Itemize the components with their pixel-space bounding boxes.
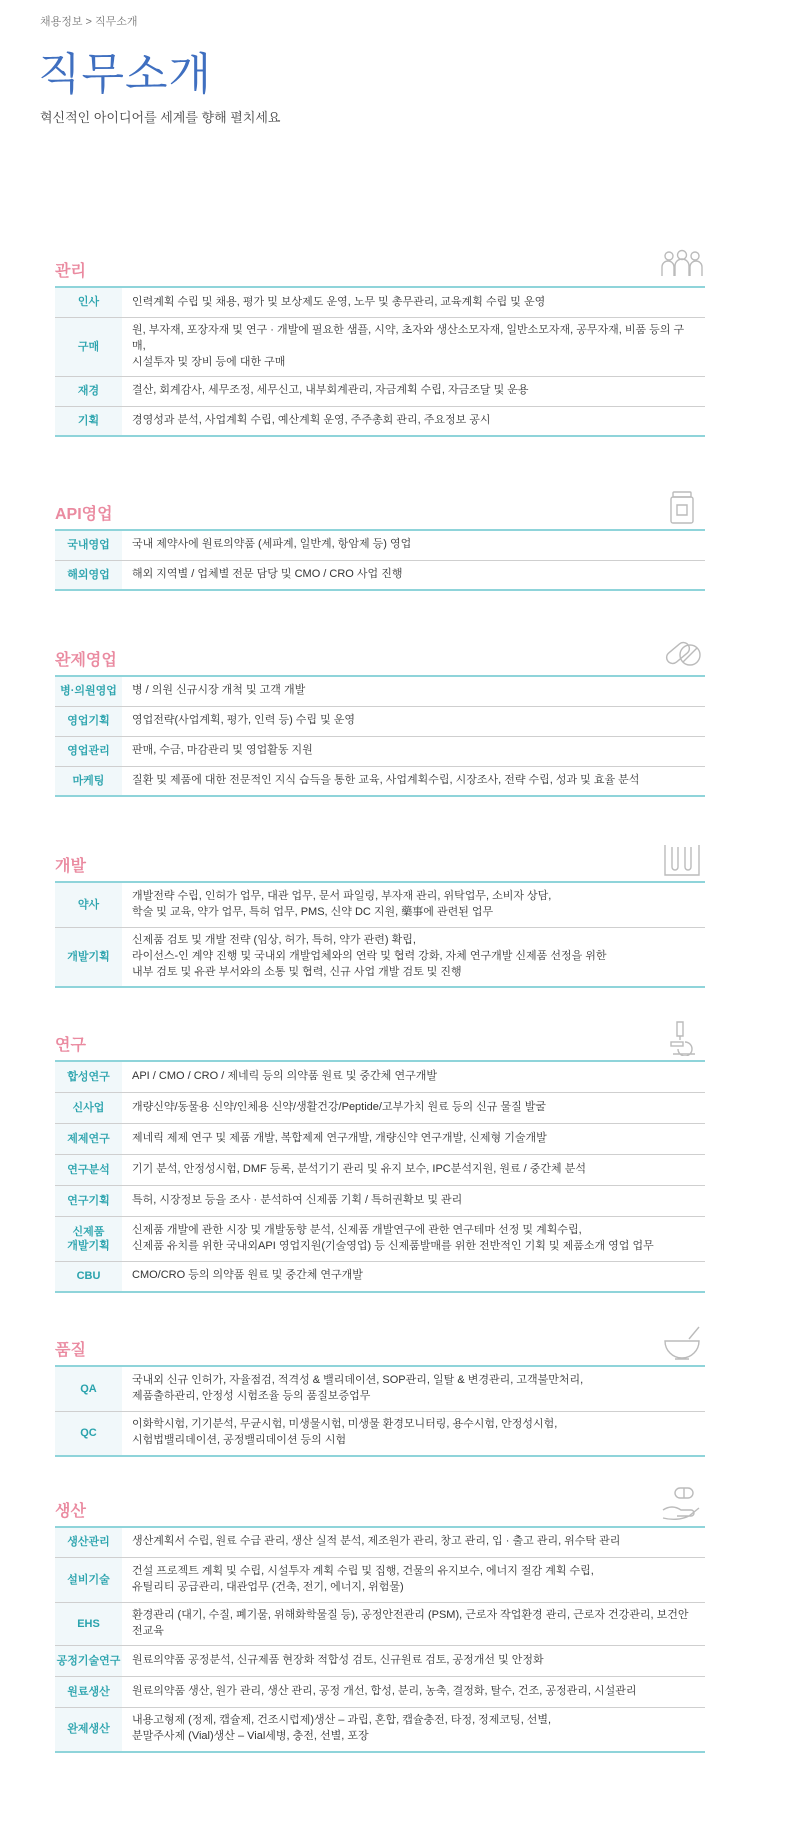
breadcrumb-separator: > [85,16,92,28]
table-row [55,767,705,797]
job-label: 기획 [55,407,122,435]
table-row [55,1367,705,1412]
section-3 [55,847,705,988]
section-header [55,1026,705,1062]
section-title: 품질 [55,1341,86,1359]
section-title: 관리 [55,263,86,280]
section-header [55,1492,705,1528]
job-description: 이화학시험, 기기분석, 무균시험, 미생물시험, 미생물 환경모니터링, 용수시험, 안정성시험, 시험법밸리데이션, 공정밸리데이션 등의 시험 [132,1418,558,1447]
job-description: CMO/CRO 등의 의약품 원료 및 중간체 연구개발 [132,1269,363,1282]
container-icon [659,489,705,525]
table-row [55,707,705,737]
job-label: 완제생산 [55,1708,122,1751]
job-description: 국내외 신규 인허가, 자율점검, 적격성 & 밸리데이션, SOP관리, 일탈 & 변경관리, 고객불만처리, 제품출하관리, 안정성 시험조율 등의 품질보증업무 [132,1373,584,1402]
section-title: API영업 [55,505,113,523]
job-label: 제제연구 [55,1124,122,1154]
table-row [55,561,705,591]
table-row [55,677,705,707]
job-description: 질환 및 제품에 대한 전문적인 지식 습득을 통한 교육, 사업계획수립, 시장조사, 전략 수립, 성과 및 효율 분석 [132,773,640,786]
job-description: 특허, 시장정보 등을 조사 · 분석하여 신제품 기획 / 특허권확보 및 관리 [132,1193,463,1206]
section-4 [55,1026,705,1293]
table-row [55,1062,705,1093]
section-title: 개발 [55,857,86,875]
job-label: 인사 [55,288,122,317]
job-label: 신사업 [55,1093,122,1123]
table-row [55,1708,705,1753]
job-label: EHS [55,1603,122,1645]
job-description: 생산계획서 수립, 원료 수급 관리, 생산 실적 분석, 제조원가 관리, 창고 관리, 입 · 출고 관리, 위수탁 관리 [132,1535,621,1548]
job-description: 원료의약품 생산, 원가 관리, 생산 관리, 공정 개선, 합성, 분리, 농축, 결정화, 탈수, 건조, 공정관리, 시설관리 [132,1684,637,1697]
job-description: 신제품 개발에 관한 시장 및 개발동향 분석, 신제품 개발연구에 관한 연구테마 선정 및 계획수립, 신제품 유치를 위한 국내외API 영업지원(기술영업) 등 신제품발매를 위한 전반적인 기획 및 제품소개 영업 업무 [132,1223,654,1252]
table-row [55,883,705,928]
job-label: 재경 [55,377,122,406]
job-label: 원료생산 [55,1677,122,1707]
job-table [55,531,705,591]
job-table [55,1367,705,1457]
job-description: 개량신약/동물용 신약/인체용 신약/생활건강/Peptide/고부가치 원료 등의 신규 물질 발굴 [132,1100,547,1113]
table-row [55,1124,705,1155]
page-subtitle: 혁신적인 아이디어를 세계를 향해 펼치세요 [40,110,281,125]
pill-icon [659,635,705,671]
job-table [55,883,705,988]
table-row [55,1558,705,1603]
job-label: 마케팅 [55,767,122,795]
section-1 [55,495,705,591]
table-row [55,1646,705,1677]
section-0 [55,252,705,437]
breadcrumb-item-current: 직무소개 [94,16,138,28]
table-row [55,1217,705,1262]
job-description: 경영성과 분석, 사업계획 수립, 예산계획 운영, 주주총회 관리, 주요정보 공시 [132,413,491,426]
table-row [55,928,705,988]
job-label: 영업기획 [55,707,122,736]
section-header [55,847,705,883]
job-label: 약사 [55,883,122,927]
job-label: 생산관리 [55,1528,122,1557]
table-row [55,1677,705,1708]
job-label: 국내영업 [55,531,122,560]
job-sections [55,252,705,1753]
section-header [55,1331,705,1367]
job-description: 원료의약품 공정분석, 신규제품 현장화 적합성 검토, 신규원료 검토, 공정개선 및 안정화 [132,1653,544,1666]
job-label: 합성연구 [55,1062,122,1092]
job-description: 영업전략(사업계획, 평가, 인력 등) 수립 및 운영 [132,714,356,727]
job-table [55,1062,705,1293]
job-label: QA [55,1367,122,1411]
section-header [55,641,705,677]
people-icon [659,246,705,282]
section-6 [55,1492,705,1753]
section-title: 생산 [55,1502,86,1520]
job-label: 연구분석 [55,1155,122,1185]
job-description: 환경관리 (대기, 수질, 폐기물, 위해화학물질 등), 공정안전관리 (PSM), 근로자 작업환경 관리, 근로자 건강관리, 보건안전교육 [132,1608,689,1637]
job-label: 해외영업 [55,561,122,589]
job-description: 신제품 검토 및 개발 전략 (임상, 허가, 특허, 약가 관련) 확립, 라이선스-인 계약 진행 및 국내외 개발업체와의 연락 및 협력 강화, 자체 연구개발 신제품 선정을 위한 내부 검토 및 유관 부서와의 소통 및 협력, 신규 사업 개발 검토 및 진행 [132,933,607,978]
mortar-icon [659,1325,705,1361]
section-title: 완제영업 [55,651,117,669]
job-label: 병·의원영업 [55,677,122,706]
section-5 [55,1331,705,1457]
job-description: 개발전략 수립, 인허가 업무, 대관 업무, 문서 파일링, 부자재 관리, 위탁업무, 소비자 상담, 학술 및 교육, 약가 업무, 특허 업무, PMS, 신약 DC 지원, 藥事에 관련된 업무 [132,889,552,918]
microscope-icon [659,1020,705,1056]
table-row [55,407,705,437]
table-row [55,288,705,318]
breadcrumb [40,13,137,29]
table-row [55,1262,705,1293]
job-label: 신제품 개발기획 [55,1217,122,1261]
job-table [55,1528,705,1753]
job-label: 구매 [55,318,122,376]
job-description: 제네릭 제제 연구 및 제품 개발, 복합제제 연구개발, 개량신약 연구개발, 신제형 기술개발 [132,1131,547,1144]
table-row [55,1155,705,1186]
table-row [55,531,705,561]
job-description: 내용고형제 (정제, 캡슐제, 건조시럽제)생산 – 과립, 혼합, 캡슐충전, 타정, 정제코팅, 선별, 분말주사제 (Vial)생산 – Vial세병, 충전, 선별, 포장 [132,1714,552,1743]
hand-capsule-icon [659,1486,705,1522]
job-description: 국내 제약사에 원료의약품 (세파계, 일반계, 항암제 등) 영업 [132,538,412,551]
job-label: 연구기획 [55,1186,122,1216]
job-table [55,677,705,797]
job-label: 설비기술 [55,1558,122,1602]
job-label: QC [55,1412,122,1455]
test-tubes-icon [659,841,705,877]
job-description: 결산, 회계감사, 세무조정, 세무신고, 내부회계관리, 자금계획 수립, 자금조달 및 운용 [132,384,529,397]
table-row [55,737,705,767]
job-label: 공정기술연구 [55,1646,122,1676]
breadcrumb-item-recruit[interactable]: 채용정보 [40,16,83,28]
job-label: 영업관리 [55,737,122,766]
section-header [55,495,705,531]
job-description: 해외 지역별 / 업체별 전문 담당 및 CMO / CRO 사업 진행 [132,567,403,580]
job-table [55,288,705,437]
section-2 [55,641,705,797]
job-description: 판매, 수금, 마감관리 및 영업활동 지원 [132,744,313,757]
section-title: 연구 [55,1036,86,1054]
section-header [55,252,705,288]
job-description: 인력계획 수립 및 채용, 평가 및 보상제도 운영, 노무 및 총무관리, 교육계획 수립 및 운영 [132,295,546,308]
job-label: 개발기획 [55,928,122,986]
table-row [55,1528,705,1558]
job-label: CBU [55,1262,122,1291]
page-title: 직무소개 [38,50,213,99]
job-description: 기기 분석, 안정성시험, DMF 등록, 분석기기 관리 및 유지 보수, IPC분석지원, 원료 / 중간체 분석 [132,1162,586,1175]
table-row [55,1412,705,1457]
table-row [55,377,705,407]
job-description: API / CMO / CRO / 제네릭 등의 의약품 원료 및 중간체 연구개발 [132,1069,437,1082]
job-description: 건설 프로젝트 계획 및 수립, 시설투자 계획 수립 및 집행, 건물의 유지보수, 에너지 절감 계획 수립, 유틸리티 공급관리, 대관업무 (건축, 전기, 에너지, 위험물) [132,1564,594,1593]
job-description: 병 / 의원 신규시장 개척 및 고객 개발 [132,684,306,697]
table-row [55,1603,705,1646]
table-row [55,1186,705,1217]
job-description: 원, 부자재, 포장자재 및 연구 · 개발에 필요한 샘플, 시약, 초자와 생산소모자재, 일반소모자재, 공무자재, 비품 등의 구매, 시설투자 및 장비 등에 대한 구매 [132,324,685,368]
table-row [55,318,705,377]
table-row [55,1093,705,1124]
